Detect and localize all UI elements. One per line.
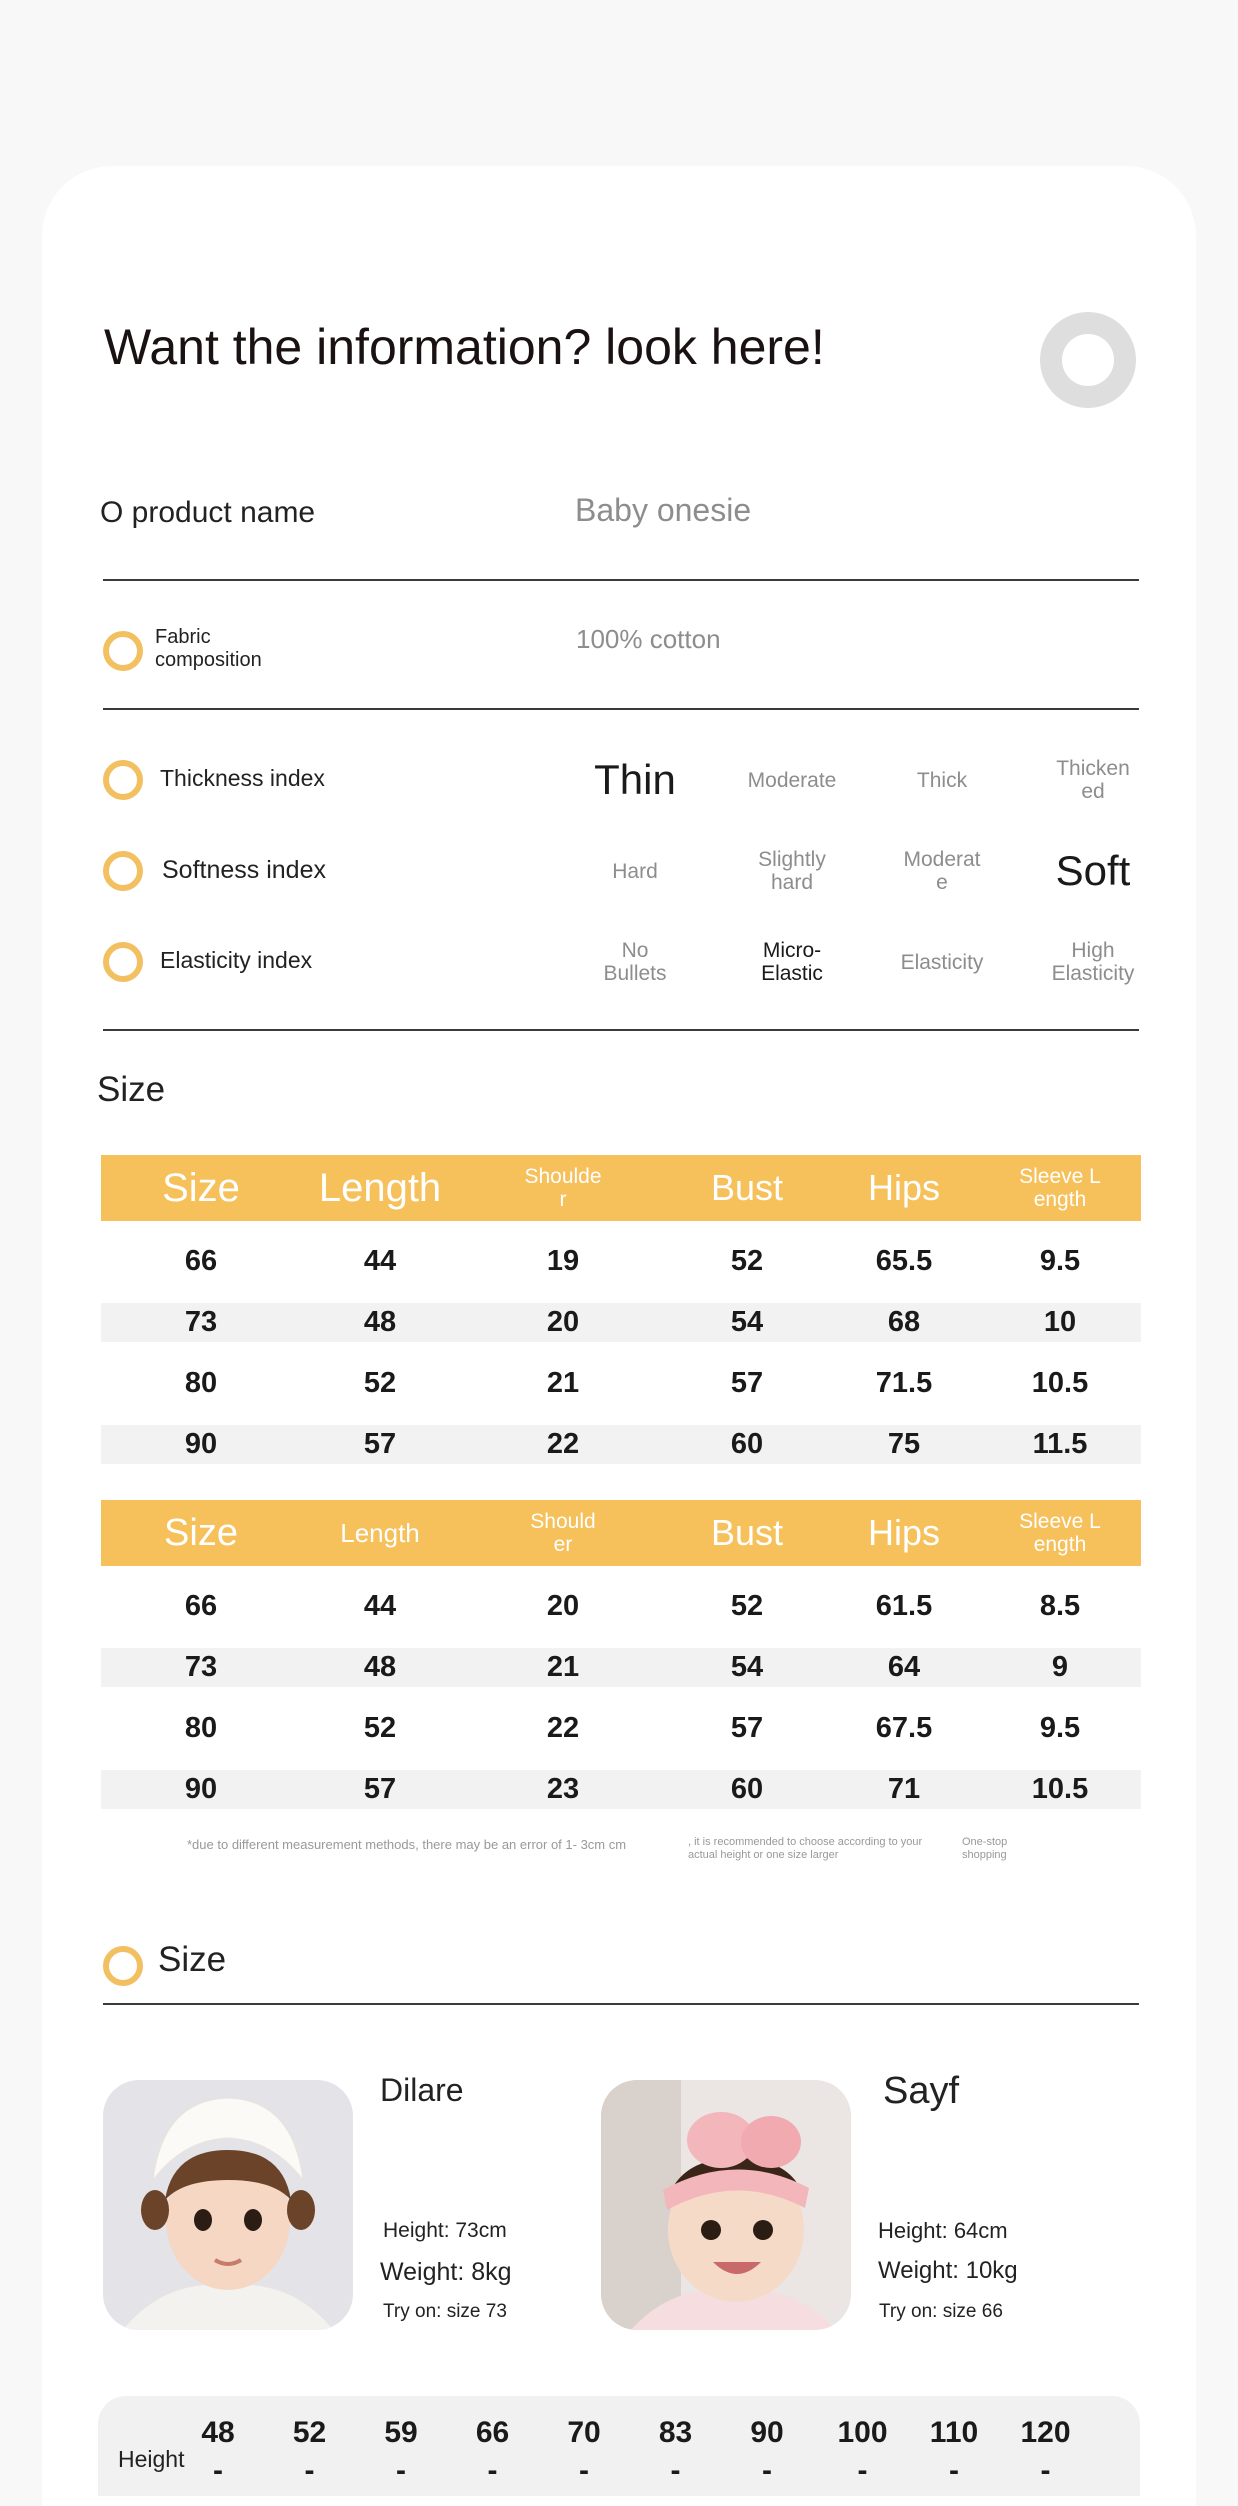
table-header-line: ength	[1033, 1533, 1087, 1556]
table-header-cell	[121, 1155, 281, 1221]
table-cell: 23	[546, 1773, 580, 1805]
table-header-cell	[980, 1500, 1140, 1566]
ring-bullet-icon	[103, 631, 143, 671]
model-weight: Weight: 10kg	[878, 2257, 1018, 2284]
table-cell: 44	[363, 1590, 397, 1622]
divider	[103, 708, 1139, 710]
model-photo-sayf	[601, 2080, 851, 2330]
table-cell: 73	[184, 1651, 218, 1683]
index-option	[872, 769, 1012, 792]
table-header-cell	[667, 1155, 827, 1221]
index-option	[722, 769, 862, 792]
table-row	[101, 1364, 1141, 1403]
size-table-1	[101, 1155, 1141, 1465]
index-option-line: Elasticity	[900, 950, 984, 974]
note-line: , it is recommended to choose according to your	[688, 1836, 923, 1848]
fabric-value: 100% cotton	[576, 624, 721, 654]
table-header-line: r	[559, 1188, 567, 1211]
table-header-line: Length	[318, 1166, 442, 1210]
height-dash: -	[670, 2454, 681, 2487]
height-label: Height	[118, 2446, 185, 2472]
table-cell: 90	[184, 1773, 218, 1805]
table-cell: 48	[363, 1651, 397, 1683]
table-cell: 9.5	[1039, 1712, 1081, 1744]
divider	[103, 579, 1139, 581]
table-cell: 75	[887, 1428, 921, 1460]
index-option	[1023, 757, 1163, 803]
table-cell: 80	[184, 1712, 218, 1744]
table-cell: 66	[184, 1245, 218, 1277]
height-dash: -	[304, 2454, 315, 2487]
index-label: Elasticity index	[160, 947, 313, 973]
index-option	[565, 939, 705, 985]
index-option-line: e	[936, 871, 948, 894]
table-header-text	[319, 1168, 441, 1208]
table-header-line: ength	[1033, 1188, 1087, 1211]
height-dash: -	[857, 2454, 868, 2487]
ring-bullet-icon	[103, 851, 143, 891]
index-option	[565, 758, 705, 802]
height-value: 110	[929, 2416, 979, 2449]
table-row	[101, 1303, 1141, 1342]
table-cell: 20	[546, 1306, 580, 1338]
table-row	[101, 1242, 1141, 1281]
models-heading: Size	[158, 1940, 227, 1979]
baby-portrait-icon	[601, 2080, 851, 2330]
divider	[103, 2003, 1139, 2005]
table-header-text	[162, 1168, 240, 1208]
ring-bullet-icon	[103, 760, 143, 800]
table-row	[101, 1648, 1141, 1687]
index-label: Softness index	[162, 856, 326, 884]
table-header-cell	[483, 1500, 643, 1566]
table-header-line: Shoulde	[524, 1165, 602, 1188]
table-header-line: Sleeve L	[1019, 1510, 1101, 1533]
index-option	[565, 860, 705, 883]
index-label: Thickness index	[160, 765, 325, 791]
height-value: 120	[1020, 2416, 1071, 2449]
table-cell: 71	[887, 1773, 921, 1805]
height-dash: -	[949, 2454, 959, 2487]
circle-icon	[1040, 312, 1136, 408]
table-cell: 61.5	[875, 1590, 933, 1622]
table-cell: 65.5	[875, 1245, 933, 1277]
table-row	[101, 1587, 1141, 1626]
product-name-label: O product name	[100, 496, 316, 529]
divider	[103, 1029, 1139, 1031]
table-header-text	[868, 1513, 940, 1553]
model-tryon: Try on: size 66	[879, 2301, 1003, 2322]
ring-bullet-icon	[103, 1946, 143, 1986]
index-option	[872, 848, 1012, 894]
fabric-label-line: Fabric	[155, 626, 211, 648]
table-header-line: Bust	[710, 1512, 784, 1553]
ring-bullet-icon	[103, 942, 143, 982]
table-cell: 66	[184, 1590, 218, 1622]
height-dash: -	[487, 2454, 498, 2487]
table-header-line: er	[553, 1533, 573, 1556]
index-option-line: Thick	[916, 768, 968, 792]
table-cell: 64	[887, 1651, 921, 1683]
table-header-text	[164, 1513, 238, 1553]
index-option-line: No	[621, 939, 649, 962]
index-option-line: Elastic	[761, 962, 823, 985]
table-header-cell	[121, 1500, 281, 1566]
fabric-label	[155, 626, 262, 672]
shopping-note	[962, 1836, 1007, 1862]
height-dash: -	[396, 2454, 406, 2487]
index-option-line: ed	[1081, 780, 1105, 803]
table-cell: 48	[363, 1306, 397, 1338]
index-option-line: High	[1071, 939, 1115, 962]
table-cell: 20	[546, 1590, 580, 1622]
table-cell: 44	[363, 1245, 397, 1277]
table-cell: 22	[546, 1712, 580, 1744]
table-cell: 21	[546, 1651, 580, 1683]
table-header-text	[1019, 1165, 1101, 1211]
baby-portrait-icon	[103, 2080, 353, 2330]
table-cell: 54	[730, 1306, 764, 1338]
index-option-line: Micro-	[762, 939, 822, 962]
table-header-line: Hips	[867, 1512, 941, 1553]
height-dash: -	[579, 2454, 589, 2487]
table-cell: 52	[730, 1590, 764, 1622]
index-option	[1023, 939, 1163, 985]
size-heading: Size	[97, 1070, 166, 1109]
table-cell: 90	[184, 1428, 218, 1460]
height-value: 52	[292, 2416, 327, 2449]
index-option	[872, 951, 1012, 974]
index-option	[1023, 849, 1163, 893]
table-header-cell	[483, 1155, 643, 1221]
table-header-cell	[980, 1155, 1140, 1221]
height-value: 66	[475, 2416, 510, 2449]
page-title: Want the information? look here!	[104, 319, 825, 375]
index-option-line: Elasticity	[1051, 962, 1135, 985]
size-table-2	[101, 1500, 1141, 1810]
table-cell: 68	[887, 1306, 921, 1338]
table-header-cell	[667, 1500, 827, 1566]
table-cell: 57	[363, 1428, 397, 1460]
table-cell: 11.5	[1032, 1428, 1088, 1460]
height-value: 70	[567, 2416, 601, 2449]
height-value: 48	[201, 2416, 235, 2449]
table-header-text	[711, 1168, 783, 1208]
index-option-line: Thin	[594, 756, 676, 803]
table-header-cell	[300, 1155, 460, 1221]
index-option-line: Bullets	[603, 962, 667, 985]
note-line: actual height or one size larger	[688, 1849, 839, 1861]
table-header-text	[340, 1513, 420, 1553]
table-header-cell	[824, 1155, 984, 1221]
table-row	[101, 1425, 1141, 1464]
table-cell: 54	[730, 1651, 764, 1683]
table-cell: 10.5	[1031, 1367, 1089, 1399]
table-cell: 52	[730, 1245, 764, 1277]
table-header	[101, 1155, 1141, 1221]
model-name: Dilare	[380, 2072, 464, 2108]
height-value: 100	[837, 2416, 888, 2449]
fabric-label-line: composition	[155, 649, 262, 671]
table-row	[101, 1709, 1141, 1748]
note-line: shopping	[962, 1849, 1007, 1861]
index-option-line: Soft	[1055, 847, 1131, 894]
table-row	[101, 1770, 1141, 1809]
height-chart	[98, 2396, 1140, 2496]
table-cell: 19	[546, 1245, 580, 1277]
table-header-line: Sleeve L	[1019, 1165, 1101, 1188]
table-cell: 57	[730, 1712, 764, 1744]
note-line: One-stop	[962, 1836, 1008, 1848]
index-option-line: Moderat	[903, 848, 981, 871]
model-height: Height: 73cm	[383, 2219, 507, 2242]
table-cell: 21	[546, 1367, 580, 1399]
table-header	[101, 1500, 1141, 1566]
table-cell: 67.5	[875, 1712, 933, 1744]
table-cell: 60	[730, 1428, 764, 1460]
index-option-line: hard	[770, 871, 814, 894]
index-option	[722, 939, 862, 985]
table-header-text	[530, 1510, 595, 1556]
table-cell: 52	[363, 1712, 397, 1744]
model-weight: Weight: 8kg	[380, 2258, 512, 2286]
recommendation-note	[688, 1836, 922, 1862]
table-header-text	[524, 1165, 601, 1211]
measurement-note: *due to different measurement methods, there may be an error of 1- 3cm cm	[187, 1837, 627, 1852]
table-cell: 80	[184, 1367, 218, 1399]
table-header-line: Size	[164, 1512, 238, 1554]
table-cell: 10	[1043, 1306, 1077, 1338]
table-cell: 73	[184, 1306, 218, 1338]
index-option-line: Thicken	[1056, 757, 1130, 780]
height-dash: -	[1040, 2454, 1051, 2487]
height-dash: -	[213, 2454, 223, 2487]
table-cell: 71.5	[875, 1367, 933, 1399]
model-name: Sayf	[883, 2070, 960, 2112]
table-cell: 9.5	[1039, 1245, 1081, 1277]
table-header-text	[868, 1168, 940, 1208]
index-option	[722, 848, 862, 894]
product-name-value: Baby onesie	[575, 492, 752, 528]
model-height: Height: 64cm	[878, 2218, 1008, 2243]
height-value: 83	[658, 2416, 693, 2449]
height-value: 59	[384, 2416, 418, 2449]
table-cell: 60	[730, 1773, 764, 1805]
table-cell: 9	[1051, 1651, 1069, 1683]
table-cell: 10.5	[1031, 1773, 1089, 1805]
index-option-line: Moderate	[747, 768, 837, 792]
table-header-line: Hips	[867, 1167, 941, 1208]
index-option-line: Slightly	[758, 848, 826, 871]
model-photo-dilare	[103, 2080, 353, 2330]
table-header-text	[711, 1513, 783, 1553]
table-header-line: Size	[162, 1166, 240, 1210]
index-option-line: Hard	[612, 859, 658, 883]
table-header-text	[1019, 1510, 1101, 1556]
table-header-cell	[300, 1500, 460, 1566]
table-cell: 8.5	[1039, 1590, 1081, 1622]
table-cell: 57	[730, 1367, 764, 1399]
table-header-cell	[824, 1500, 984, 1566]
table-header-line: Bust	[710, 1167, 784, 1208]
model-tryon: Try on: size 73	[383, 2301, 507, 2322]
table-header-line: Should	[530, 1510, 596, 1533]
table-header-line: Length	[340, 1518, 420, 1548]
table-cell: 22	[546, 1428, 580, 1460]
table-cell: 57	[363, 1773, 397, 1805]
height-dash: -	[762, 2454, 772, 2487]
height-value: 90	[750, 2416, 784, 2449]
table-cell: 52	[363, 1367, 397, 1399]
